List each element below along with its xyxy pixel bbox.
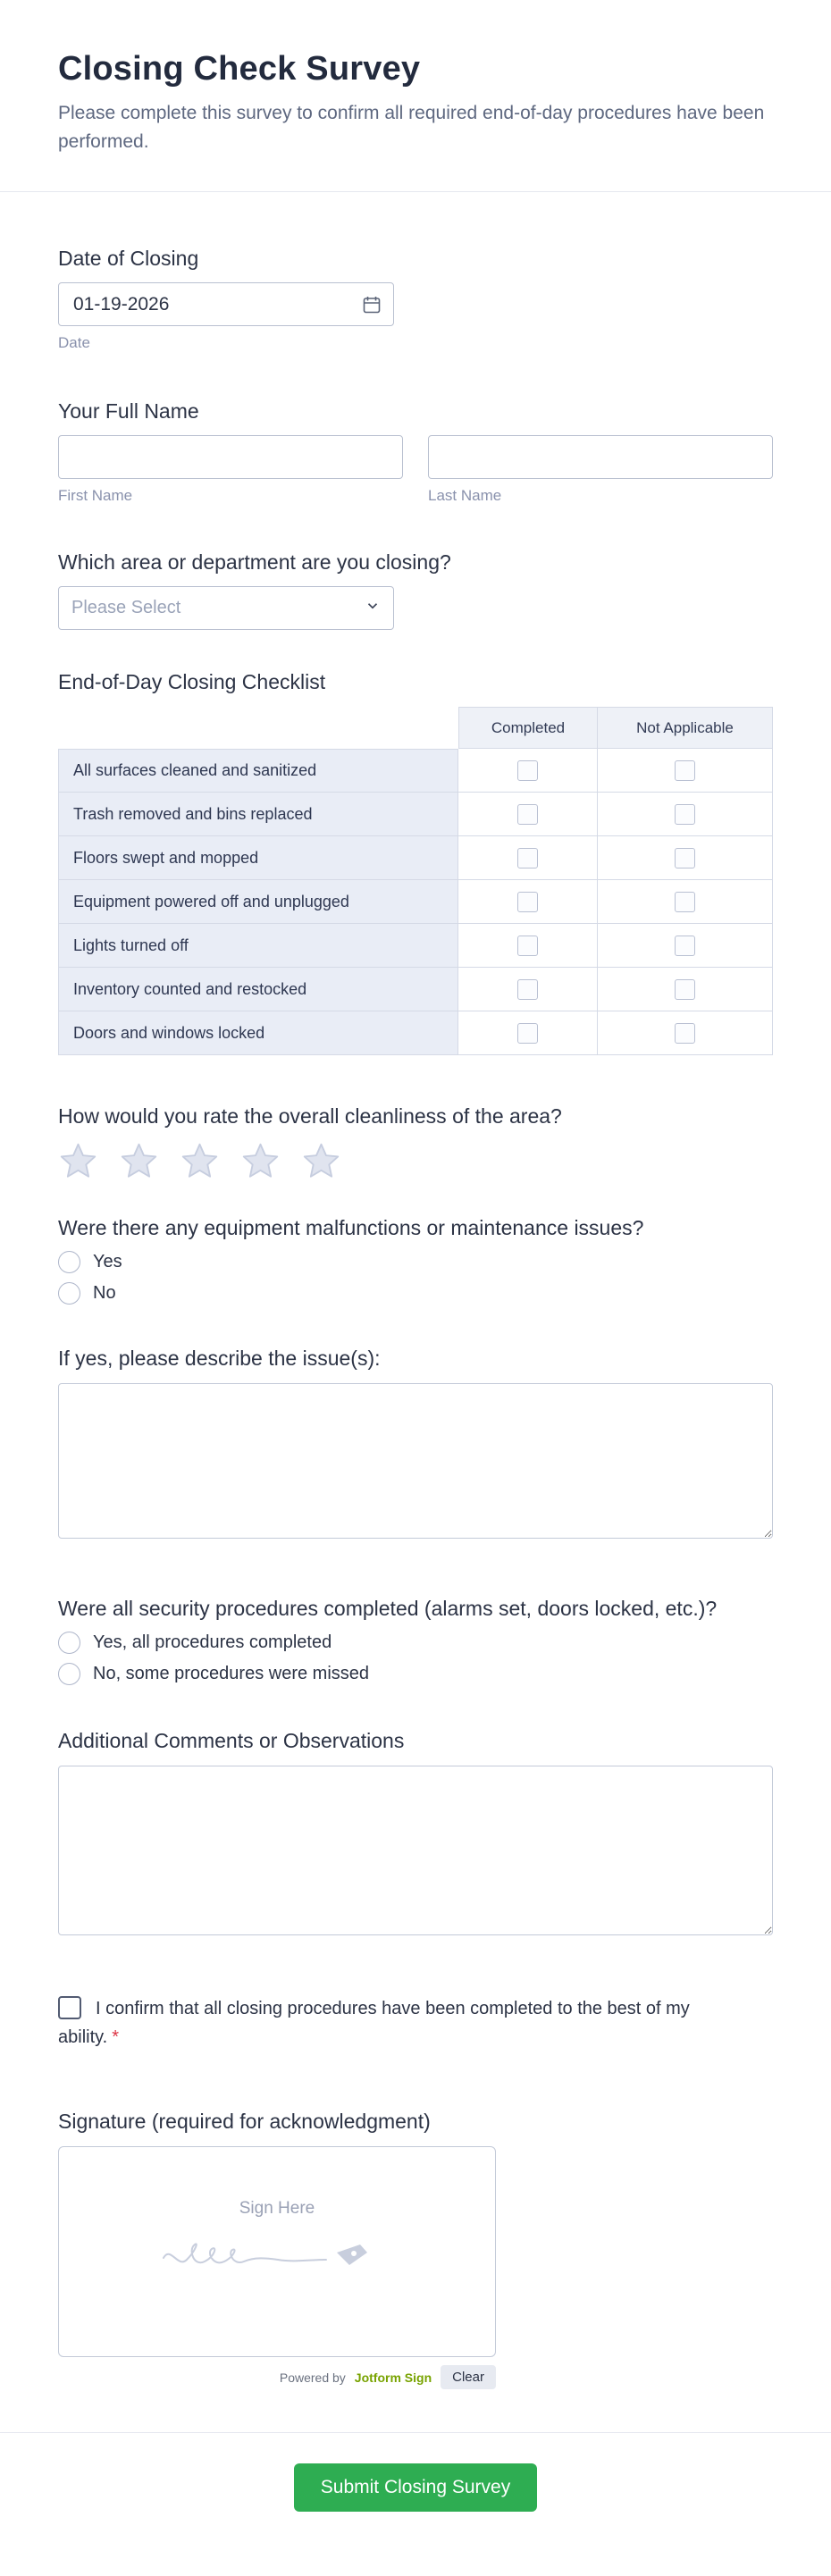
table-row-label: Equipment powered off and unplugged [58,880,458,924]
name-label: Your Full Name [58,399,199,423]
radio-option-yes[interactable] [58,1251,773,1273]
table-row-label: Floors swept and mopped [58,836,458,880]
table-cell [598,880,773,924]
checklist-checkbox[interactable] [517,1023,538,1044]
department-label: Which area or department are you closing? [58,550,451,574]
star-rating [58,1141,773,1181]
table-cell [458,924,598,968]
checklist-checkbox[interactable] [675,892,695,912]
first-name-sublabel: First Name [58,487,133,504]
question-department [58,550,773,630]
column-header-completed: Completed [458,707,598,749]
checklist-label: End-of-Day Closing Checklist [58,670,326,693]
question-comments [58,1728,773,1935]
select-placeholder: Please Select [71,598,181,617]
checklist-checkbox[interactable] [675,936,695,956]
checklist-checkbox[interactable] [517,936,538,956]
table-row-label: Lights turned off [58,924,458,968]
signature-doodle-icon [156,2222,398,2279]
clear-signature-button[interactable]: Clear [441,2365,496,2389]
checklist-checkbox[interactable] [675,760,695,781]
radio-circle-icon[interactable] [58,1632,80,1654]
star-icon[interactable] [180,1141,220,1181]
date-input[interactable] [58,282,394,326]
table-row-label: All surfaces cleaned and sanitized [58,749,458,793]
table-row-label: Inventory counted and restocked [58,968,458,1011]
form-header [0,0,831,192]
radio-option-security-no[interactable] [58,1663,773,1685]
issue-description-textarea[interactable] [58,1383,773,1539]
table-cell [598,836,773,880]
table-cell [598,1011,773,1055]
security-label: Were all security procedures completed (alarms set, doors locked, etc.)? [58,1597,718,1620]
radio-circle-icon[interactable] [58,1663,80,1685]
comments-textarea[interactable] [58,1766,773,1935]
star-icon[interactable] [119,1141,159,1181]
confirmation-row [58,1994,737,2052]
checklist-checkbox[interactable] [517,848,538,868]
star-icon[interactable] [58,1141,98,1181]
table-corner-cell [58,707,458,749]
name-row [58,435,773,505]
radio-option-security-yes[interactable] [58,1632,773,1654]
jotform-sign-brand: Jotform Sign [354,2370,432,2385]
signature-footer [58,2365,496,2389]
question-issue-description [58,1346,773,1539]
page-subtitle: Please complete this survey to confirm all required end-of-day procedures have been performed. [58,103,765,152]
date-label: Date of Closing [58,247,199,270]
table-cell [458,836,598,880]
cleanliness-label: How would you rate the overall cleanliness of the area? [58,1104,562,1128]
signature-pad[interactable] [58,2146,496,2357]
malfunctions-label: Were there any equipment malfunctions or maintenance issues? [58,1216,644,1239]
question-checklist [58,669,773,1055]
table-cell [598,793,773,836]
calendar-icon[interactable] [360,293,383,316]
radio-option-label: Yes [93,1252,122,1271]
table-cell [458,793,598,836]
page-title: Closing Check Survey [58,50,421,88]
table-cell [458,968,598,1011]
question-date-of-closing [58,246,773,352]
date-sublabel: Date [58,334,90,351]
first-name-col [58,435,403,505]
radio-option-label: No, some procedures were missed [93,1664,370,1683]
checklist-checkbox[interactable] [675,804,695,825]
checklist-checkbox[interactable] [675,979,695,1000]
chevron-down-icon [365,598,381,618]
first-name-input[interactable] [58,435,403,479]
required-asterisk: * [112,2027,120,2047]
last-name-sublabel: Last Name [428,487,502,504]
question-security [58,1596,773,1685]
checklist-checkbox[interactable] [675,1023,695,1044]
date-input-wrap [58,282,394,326]
table-row-label: Doors and windows locked [58,1011,458,1055]
issue-description-label: If yes, please describe the issue(s): [58,1347,381,1370]
submit-button[interactable]: Submit Closing Survey [294,2463,537,2512]
checklist-checkbox[interactable] [517,892,538,912]
last-name-col [428,435,773,505]
table-cell [458,880,598,924]
radio-circle-icon[interactable] [58,1251,80,1273]
question-cleanliness [58,1103,773,1181]
confirmation-checkbox[interactable] [58,1996,81,2019]
question-full-name [58,399,773,505]
signature-label: Signature (required for acknowledgment) [58,2110,431,2133]
column-header-not-applicable: Not Applicable [598,707,773,749]
checklist-table [58,707,773,1055]
radio-option-no[interactable] [58,1282,773,1305]
powered-by-text: Powered by [279,2370,346,2385]
checklist-checkbox[interactable] [517,979,538,1000]
table-row-label: Trash removed and bins replaced [58,793,458,836]
table-cell [598,749,773,793]
radio-circle-icon[interactable] [58,1282,80,1305]
checklist-checkbox[interactable] [675,848,695,868]
comments-label: Additional Comments or Observations [58,1729,405,1752]
checklist-checkbox[interactable] [517,804,538,825]
security-options [58,1632,773,1685]
department-select[interactable] [58,586,394,630]
table-cell [598,924,773,968]
radio-option-label: No [93,1283,116,1303]
signature-placeholder: Sign Here [239,2199,315,2218]
star-icon[interactable] [301,1141,341,1181]
table-cell [598,968,773,1011]
malfunctions-options [58,1251,773,1305]
form-body [0,246,831,2389]
form-footer [0,2432,831,2576]
radio-option-label: Yes, all procedures completed [93,1632,332,1652]
confirmation-label: I confirm that all closing procedures have been completed to the best of my ability. [58,1999,690,2047]
table-cell [458,749,598,793]
star-icon[interactable] [240,1141,281,1181]
checklist-checkbox[interactable] [517,760,538,781]
question-malfunctions [58,1215,773,1305]
table-cell [458,1011,598,1055]
question-signature [58,2109,773,2389]
last-name-input[interactable] [428,435,773,479]
